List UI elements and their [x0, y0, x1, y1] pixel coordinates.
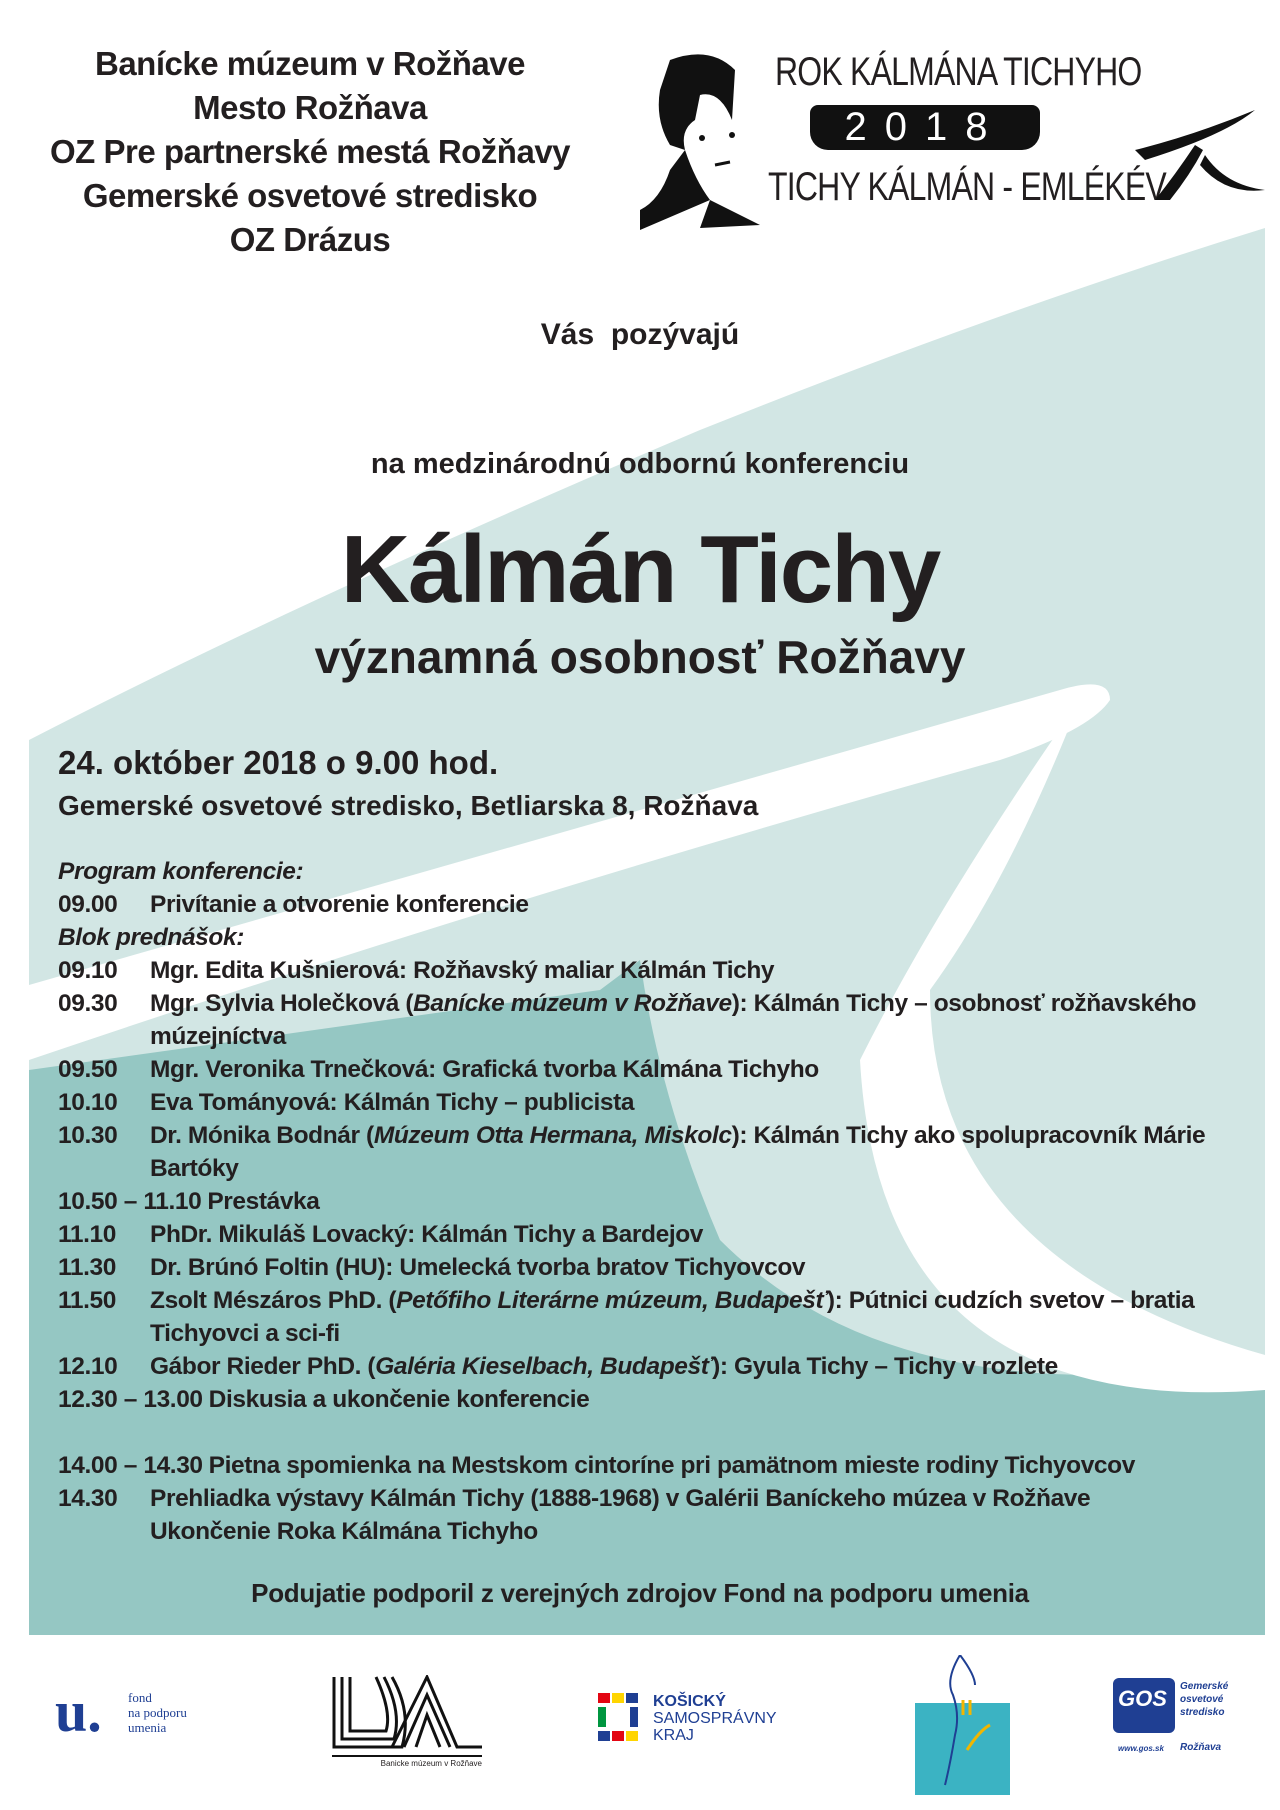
- talk-text: Zsolt Mészáros PhD. (: [150, 1287, 397, 1314]
- item-text: [150, 1251, 1258, 1284]
- item-time: 12.10: [58, 1353, 118, 1380]
- program-item: [58, 1119, 1258, 1185]
- talk-institution: Petőfiho Literárne múzeum, Budapešť: [396, 1287, 827, 1314]
- item-text: Privítanie a otvorenie konferencie: [150, 891, 529, 918]
- program-item: [58, 1449, 1258, 1482]
- item-time: 09.10: [58, 957, 118, 984]
- item-text: [150, 1350, 1258, 1383]
- fond-na-podporu-umenia-logo: [55, 1679, 215, 1750]
- gos-line: stredisko: [1180, 1707, 1225, 1718]
- logo-line-2: TICHY KÁLMÁN - EMLÉKÉV: [768, 165, 1166, 209]
- item-time: 09.50: [58, 1056, 118, 1083]
- item-text: [150, 1218, 1258, 1251]
- organizer: Banícke múzeum v Rožňave: [95, 45, 525, 82]
- item-time: 12.30 – 13.00: [58, 1386, 203, 1413]
- gos-line: Gemerské: [1180, 1681, 1229, 1692]
- fpu-mark: u.: [55, 1679, 102, 1744]
- fpu-line: na podporu: [128, 1705, 187, 1720]
- candle-icon: [915, 1655, 1010, 1795]
- banicke-muzeum-logo: [332, 1675, 482, 1768]
- item-text: [150, 987, 1258, 1053]
- item-text: [150, 1086, 1258, 1119]
- talk-text: Mgr. Edita Kušnierová: Rožňavský maliar Kálmán Tichy: [150, 957, 775, 984]
- ksk-line: KOŠICKÝ: [653, 1693, 726, 1710]
- item-time: 14.00 – 14.30: [58, 1452, 203, 1479]
- organizers-list: [20, 42, 600, 262]
- talk-text: Mgr. Sylvia Holečková (: [150, 990, 414, 1017]
- invitation-text: Vás pozývajú: [540, 318, 740, 351]
- talk-text: ): Pútnici cudzích svetov – bratia Tichyovci a sci-fi: [150, 1287, 1195, 1347]
- program-item: [58, 1350, 1258, 1383]
- talk-text: PhDr. Mikuláš Lovacký: Kálmán Tichy a Bardejov: [150, 1221, 704, 1248]
- conference-subtitle: významná osobnosť Rožňavy: [314, 631, 966, 683]
- program-item: [58, 1482, 1258, 1515]
- anniversary-logo: [640, 30, 1280, 230]
- gos-city: Rožňava: [1180, 1742, 1222, 1753]
- talk-institution: Banícke múzeum v Rožňave: [413, 990, 732, 1017]
- organizer: OZ Pre partnerské mestá Rožňavy: [49, 133, 571, 170]
- talk-text: Gábor Rieder PhD. (: [150, 1353, 376, 1380]
- program-item: [58, 1086, 1258, 1119]
- talk-text: ): Kálmán Tichy – osobnosť rožňavského múzejníctva: [150, 990, 1197, 1050]
- item-text: Ukončenie Roka Kálmána Tichyho: [150, 1518, 538, 1545]
- fpu-line: umenia: [128, 1720, 167, 1735]
- program-item: [58, 987, 1258, 1053]
- program-item: [58, 1383, 1258, 1416]
- gos-url: www.gos.sk: [1118, 1744, 1164, 1753]
- program-item: [58, 1053, 1258, 1086]
- ksk-line: SAMOSPRÁVNY: [653, 1710, 777, 1727]
- tk-monogram-icon: [1125, 105, 1265, 205]
- program-item: [58, 888, 1258, 921]
- gos-logo: [1108, 1678, 1228, 1763]
- program: [58, 855, 1258, 1548]
- event-venue: Gemerské osvetové stredisko, Betliarska 8, Rožňava: [58, 790, 759, 821]
- item-text: Prehliadka výstavy Kálmán Tichy (1888-1968) v Galérii Baníckeho múzea v Rožňave: [150, 1485, 1091, 1512]
- program-item: [58, 1284, 1258, 1350]
- talk-text: Dr. Mónika Bodnár (: [150, 1122, 374, 1149]
- item-text: Prestávka: [207, 1188, 320, 1215]
- program-item: [58, 1218, 1258, 1251]
- candle-logo: [915, 1655, 1010, 1795]
- talk-text: ): Gyula Tichy – Tichy v rozlete: [712, 1353, 1058, 1380]
- program-item: [58, 1515, 1258, 1548]
- item-time: [58, 1515, 150, 1548]
- organizer: OZ Drázus: [229, 221, 391, 258]
- item-time: 11.50: [58, 1287, 116, 1314]
- logo-line-1: ROK KÁLMÁNA TICHYHO: [775, 50, 1142, 94]
- item-time: 10.30: [58, 1122, 118, 1149]
- support-note: Podujatie podporil z verejných zdrojov Fond na podporu umenia: [251, 1578, 1029, 1608]
- conference-title: Kálmán Tichy: [340, 516, 940, 623]
- bm-monogram-icon: [332, 1675, 482, 1750]
- ksk-line: KRAJ: [653, 1727, 694, 1744]
- event-date: 24. október 2018 o 9.00 hod.: [58, 744, 499, 781]
- program-heading: Program konferencie:: [58, 858, 304, 885]
- talk-institution: Múzeum Otta Hermana, Miskolc: [373, 1122, 732, 1149]
- ksk-emblem-icon: [598, 1693, 648, 1748]
- portrait-icon: [640, 50, 760, 230]
- logo-year: 2018: [844, 105, 1006, 149]
- block-heading: Blok prednášok:: [58, 924, 244, 951]
- item-text: [150, 1053, 1258, 1086]
- talk-text: ): Kálmán Tichy ako spolupracovník Márie Bartóky: [150, 1122, 1206, 1182]
- gos-mark: GOS: [1118, 1686, 1167, 1711]
- kosicky-kraj-logo: [598, 1693, 798, 1753]
- item-time: 11.30: [58, 1254, 116, 1281]
- talk-text: Mgr. Veronika Trnečková: Grafická tvorba Kálmána Tichyho: [150, 1056, 819, 1083]
- item-time: 09.00: [58, 891, 118, 918]
- gos-line: osvetové: [1180, 1694, 1224, 1705]
- program-item: [58, 1251, 1258, 1284]
- program-item: [58, 954, 1258, 987]
- item-time: 09.30: [58, 990, 118, 1017]
- organizer: Gemerské osvetové stredisko: [82, 177, 538, 214]
- bm-caption: Banicke múzeum v Rožňave: [332, 1755, 482, 1768]
- item-time: 10.10: [58, 1089, 118, 1116]
- fpu-line: fond: [128, 1690, 152, 1705]
- item-text: Pietna spomienka na Mestskom cintoríne pri pamätnom mieste rodiny Tichyovcov: [208, 1452, 1135, 1479]
- item-time: 10.50 – 11.10: [58, 1188, 202, 1215]
- item-text: [150, 1284, 1258, 1350]
- organizer: Mesto Rožňava: [193, 89, 427, 126]
- item-time: 11.10: [58, 1221, 116, 1248]
- talk-institution: Galéria Kieselbach, Budapešť: [375, 1353, 713, 1380]
- item-text: [150, 1119, 1258, 1185]
- conference-intro: na medzinárodnú odbornú konferenciu: [370, 448, 910, 480]
- item-text: [150, 954, 1258, 987]
- program-item: [58, 1185, 1258, 1218]
- item-text: Diskusia a ukončenie konferencie: [208, 1386, 590, 1413]
- talk-text: Eva Tományová: Kálmán Tichy – publicista: [150, 1089, 635, 1116]
- talk-text: Dr. Brúnó Foltin (HU): Umelecká tvorba bratov Tichyovcov: [150, 1254, 806, 1281]
- item-time: 14.30: [58, 1485, 118, 1512]
